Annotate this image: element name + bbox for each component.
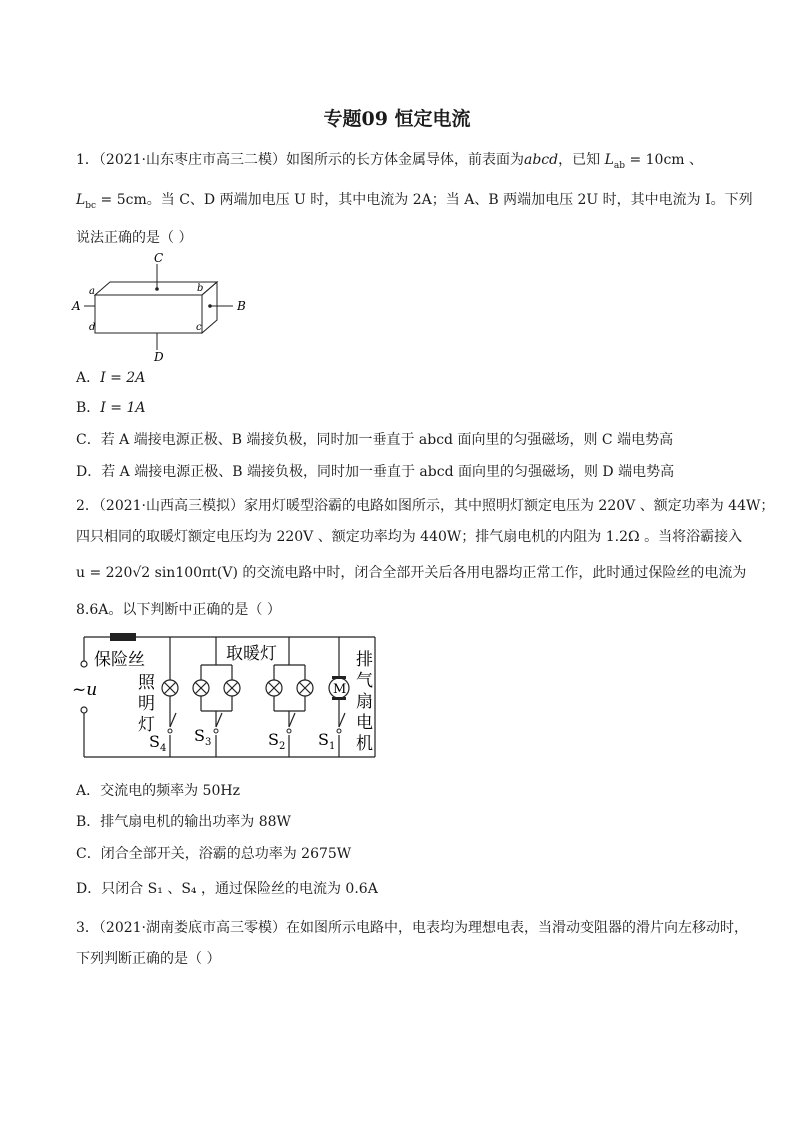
q3-line1: 3．（2021·湖南娄底市高三零模）在如图所示电路中，电表均为理想电表，当滑动变阻器的滑片向左移动时， — [76, 920, 748, 936]
switch-s3-contact — [214, 729, 218, 733]
q1-lbc: L — [76, 192, 86, 208]
switch-s4-sub: 4 — [160, 743, 167, 754]
label-a: a — [89, 286, 95, 297]
switch-s2-label: S — [268, 730, 279, 749]
q1-line1 — [76, 150, 703, 176]
switch-s4-blade — [170, 713, 176, 727]
switch-s1-contact — [337, 729, 341, 733]
fuse-label: 保险丝 — [94, 650, 145, 670]
q2-line3: u = 220√2 sin100πt(V) 的交流电路中时，闭合全部开关后各用电器均正常工作，此时通过保险丝的电流为 — [76, 565, 747, 581]
switch-s2-blade — [289, 713, 295, 727]
light-label-3: 灯 — [138, 715, 155, 735]
switch-s4-contact — [168, 729, 172, 733]
q1-lbc-val: = 5cm — [96, 192, 147, 208]
motor-brush-top — [332, 676, 346, 679]
light-label-2: 明 — [138, 694, 155, 714]
q2-option-a: A．交流电的频率为 50Hz — [76, 783, 240, 799]
switch-s1-blade — [339, 713, 345, 727]
label-D: D — [154, 350, 164, 364]
q2-option-b: B．排气扇电机的输出功率为 88W — [76, 814, 291, 830]
label-b: b — [197, 283, 204, 294]
q2-option-d: D．只闭合 S₁ 、S₄ ，通过保险丝的电流为 0.6A — [76, 881, 378, 897]
q1-option-a-prefix: A． — [76, 370, 101, 386]
label-B: B — [237, 299, 246, 313]
q3-line2: 下列判断正确的是（ ） — [76, 951, 221, 967]
switch-s3-label: S — [194, 726, 205, 745]
q1-line1-a: 1．（2021·山东枣庄市高三二模）如图所示的长方体金属导体，前表面为 — [76, 152, 524, 168]
q1-lab-val: = 10cm 、 — [625, 152, 704, 168]
switch-s3-blade — [216, 713, 222, 727]
fan-label-5: 机 — [356, 734, 373, 754]
label-A: A — [72, 299, 81, 313]
fan-label-1: 排 — [356, 650, 373, 670]
label-c: c — [196, 322, 202, 333]
switch-s2-contact — [287, 729, 291, 733]
q2-line4: 8.6A。以下判断中正确的是（ ） — [76, 602, 281, 618]
heat-lamp-label: 取暖灯 — [226, 644, 277, 664]
q1-line3: 说法正确的是（ ） — [76, 230, 193, 246]
q1-lbc-sub: bc — [85, 200, 97, 211]
q1-face: abcd — [524, 152, 559, 168]
fan-label-3: 扇 — [356, 692, 373, 712]
contact-b — [208, 304, 212, 308]
q1-lab-sub: ab — [613, 160, 626, 171]
q1-option-b-prefix: B． — [76, 400, 101, 416]
label-C: C — [154, 251, 164, 265]
terminal-bottom — [81, 707, 87, 713]
page-title: 专题09 恒定电流 — [323, 108, 471, 130]
fuse-icon — [110, 633, 136, 641]
q1-lab: L — [604, 152, 614, 168]
q2-line1: 2．（2021·山西高三模拟）家用灯暖型浴霸的电路如图所示，其中照明灯额定电压为 220V 、额定功率为 44W； — [76, 498, 775, 514]
q2-circuit-diagram — [70, 625, 390, 765]
motor-brush-bottom — [332, 697, 346, 700]
q1-line1-b: ，已知 — [558, 152, 601, 168]
switch-s2-sub: 2 — [279, 741, 286, 752]
q1-option-d: D．若 A 端接电源正极、B 端接负极，同时加一垂直于 abcd 面向里的匀强磁场，则 D 端电势高 — [76, 464, 675, 480]
box-front-face — [95, 295, 202, 333]
q1-option-b — [76, 398, 145, 418]
q1-option-a-text: I = 2A — [100, 370, 146, 386]
q1-line2 — [76, 190, 753, 216]
switch-s1-label: S — [318, 730, 329, 749]
contact-c — [155, 287, 159, 291]
q1-option-b-text: I = 1A — [100, 400, 146, 416]
switch-s4-label: S — [149, 732, 160, 751]
label-d: d — [89, 322, 96, 333]
switch-s1-sub: 1 — [329, 741, 336, 752]
terminal-top — [81, 661, 87, 667]
fan-label-2: 气 — [356, 671, 373, 691]
q1-option-a — [76, 368, 145, 388]
light-label-1: 照 — [138, 673, 155, 693]
fan-label-4: 电 — [356, 713, 373, 733]
q1-line2-a: 。当 C、D 两端加电压 U 时，其中电流为 2A；当 A、B 两端加电压 2U 时，其中电流为 I。下列 — [146, 192, 753, 208]
q2-option-c: C．闭合全部开关，浴霸的总功率为 2675W — [76, 846, 352, 862]
source-label: ~u — [72, 680, 98, 700]
motor-label: M — [333, 682, 347, 697]
switch-s3-sub: 3 — [205, 737, 212, 748]
q1-figure-box — [70, 250, 250, 365]
q1-option-c: C．若 A 端接电源正极、B 端接负极，同时加一垂直于 abcd 面向里的匀强磁场，则 C 端电势高 — [76, 432, 674, 448]
q2-line2: 四只相同的取暖灯额定电压均为 220V 、额定功率均为 440W；排气扇电机的内阻为 1.2Ω 。当将浴霸接入 — [76, 529, 743, 545]
